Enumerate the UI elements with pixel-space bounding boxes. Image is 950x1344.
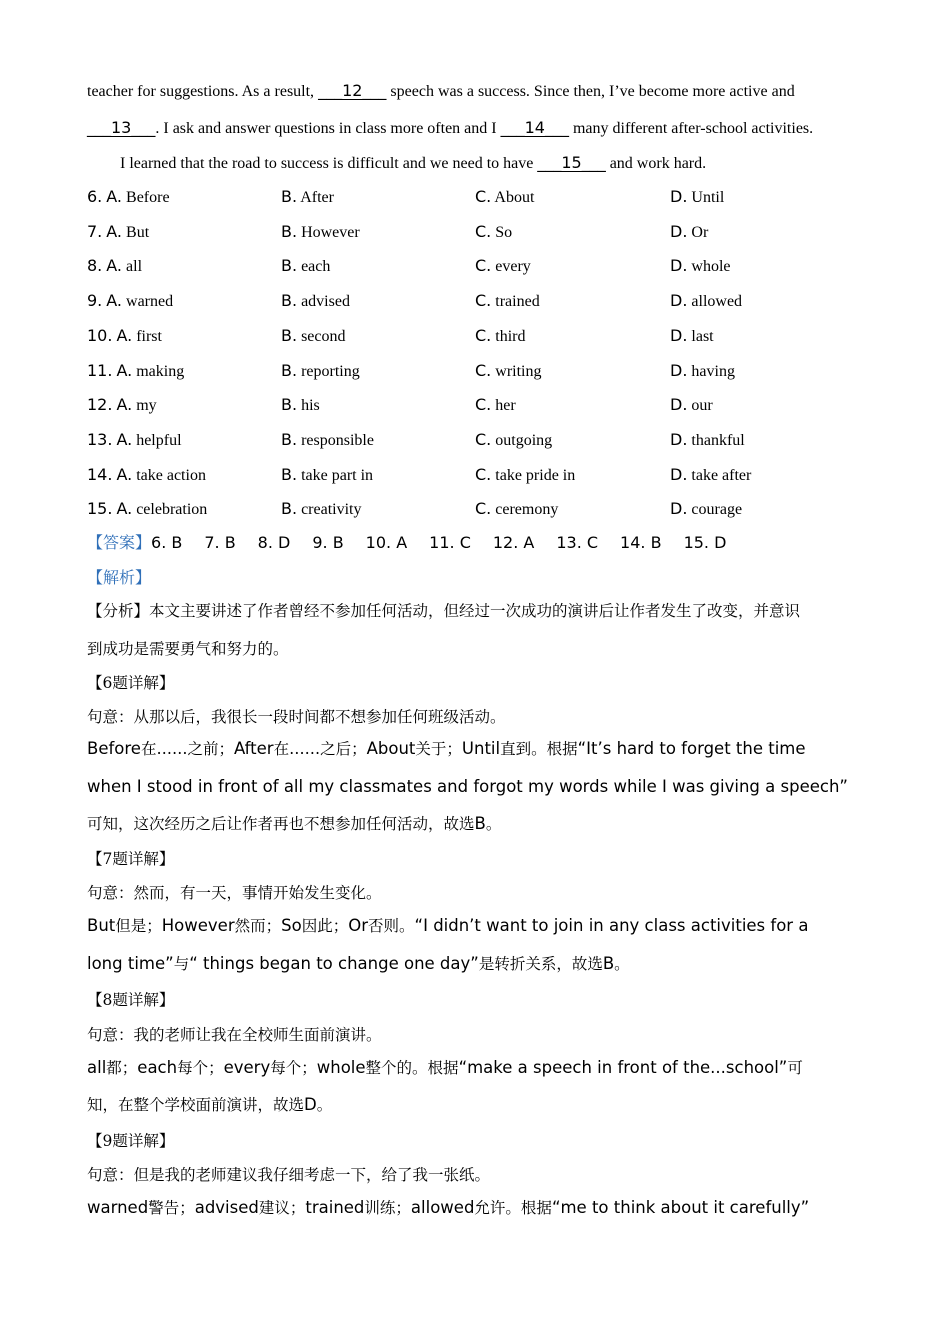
detail-en: whole [316, 1058, 366, 1077]
detail-en: After [233, 739, 274, 758]
detail-zh: 警告； [148, 1199, 195, 1217]
option-text: first [136, 327, 162, 345]
option-letter: D. [670, 395, 688, 415]
option-1 [87, 255, 142, 278]
option-3 [475, 255, 531, 278]
option-letter: C. [475, 187, 492, 206]
option-4 [670, 394, 713, 417]
question-row [87, 290, 867, 312]
option-letter: A. [106, 187, 123, 206]
passage-text: many different after-school activities. [568, 120, 814, 137]
option-text: making [136, 362, 185, 380]
q8-explanation-1 [87, 1057, 803, 1079]
question-number: 14. [87, 464, 113, 484]
answer-item: 7. B [204, 533, 236, 552]
option-letter: D. [670, 360, 688, 380]
option-text: second [301, 327, 346, 345]
option-2 [281, 394, 320, 417]
option-text: take action [136, 466, 206, 484]
q8-meaning [87, 1024, 382, 1046]
analysis-tag-line [87, 567, 151, 590]
detail-en: B [602, 954, 615, 973]
passage-text: and work hard. [605, 155, 707, 172]
option-text: Before [126, 189, 170, 206]
option-4 [670, 325, 714, 348]
blank-15: ___15___ [537, 153, 606, 172]
option-1 [87, 498, 207, 521]
option-4 [670, 429, 745, 452]
option-text: take pride in [495, 466, 576, 484]
blank-13: ___13___ [87, 118, 156, 137]
option-letter: B. [281, 187, 298, 206]
answer-item: 8. D [257, 533, 291, 552]
option-text: creativity [301, 501, 362, 519]
answer-item: 13. C [556, 533, 599, 552]
detail-en: “I didn’t want to join in any class activities for a [414, 916, 809, 935]
passage-line-3 [120, 152, 706, 175]
q7-meaning [87, 882, 382, 904]
option-text: About [494, 189, 535, 206]
answer-item: 12. A [492, 533, 535, 552]
detail-title: 【7题详解】 [87, 850, 175, 868]
question-row [87, 325, 867, 347]
question-number: 9. [87, 291, 103, 311]
detail-zh: 直到。根据 [500, 740, 578, 758]
option-letter: C. [475, 464, 492, 484]
blank-14: ___14___ [500, 118, 569, 137]
option-letter: A. [116, 499, 133, 519]
option-text: reporting [301, 362, 360, 380]
q9-meaning [87, 1164, 490, 1186]
q6-explanation-2 [87, 776, 848, 798]
option-1 [87, 290, 173, 313]
option-letter: B. [281, 360, 298, 380]
detail-en: all [87, 1058, 107, 1077]
option-letter: D. [670, 221, 688, 241]
detail-en: “me to think about it carefully” [551, 1198, 810, 1217]
option-letter: D. [670, 499, 688, 519]
option-1 [87, 360, 184, 383]
answer-item: 10. A [365, 533, 408, 552]
option-2 [281, 464, 373, 487]
q6-title [87, 672, 174, 694]
detail-zh: 关于； [415, 740, 462, 758]
detail-zh: 可知，这次经历之后让作者再也不想参加任何活动，故选 [87, 815, 475, 833]
answer-item: 14. B [620, 533, 662, 552]
analysis-tag: 【解析】 [87, 568, 152, 587]
blank-12: ___12___ [318, 81, 387, 100]
detail-zh: 都； [106, 1059, 138, 1077]
option-4 [670, 221, 708, 244]
option-text: our [691, 397, 713, 415]
option-4 [670, 464, 751, 487]
option-text: each [301, 258, 331, 276]
option-text: warned [126, 293, 174, 311]
question-number: 11. [87, 360, 113, 380]
detail-en: long time” [87, 954, 174, 973]
option-letter: D. [670, 464, 688, 484]
option-letter: B. [281, 291, 298, 311]
option-text: allowed [691, 293, 743, 311]
question-row [87, 186, 867, 208]
option-letter: D. [670, 256, 688, 276]
passage-text: . I ask and answer questions in class more often and I [155, 120, 501, 137]
option-2 [281, 221, 360, 244]
option-text: my [136, 397, 157, 415]
passage-line-2 [87, 117, 813, 140]
detail-en: “It’s hard to forget the time [577, 739, 806, 758]
question-row [87, 255, 867, 277]
passage-text: I learned that the road to success is difficult and we need to have [120, 155, 538, 172]
answer-item: 15. D [683, 533, 727, 552]
option-text: outgoing [495, 431, 553, 449]
option-letter: C. [475, 395, 492, 415]
detail-zh: 整个的。根据 [365, 1059, 459, 1077]
option-letter: B. [281, 221, 298, 241]
detail-zh: 在……之后； [273, 740, 367, 758]
detail-en: warned [87, 1198, 149, 1217]
option-1 [87, 325, 162, 348]
detail-zh: 建议； [258, 1199, 306, 1217]
option-letter: C. [475, 325, 492, 345]
option-2 [281, 360, 360, 383]
detail-zh: 允许。根据 [474, 1199, 552, 1217]
option-4 [670, 498, 742, 521]
detail-zh: 可 [787, 1059, 803, 1077]
option-letter: A. [116, 464, 133, 484]
detail-en: But [87, 916, 116, 935]
option-letter: D. [670, 291, 688, 311]
option-3 [475, 360, 541, 383]
option-text: take part in [301, 466, 374, 484]
detail-meaning: 句意：但是我的老师建议我仔细考虑一下，给了我一张纸。 [87, 1166, 491, 1184]
question-number: 7. [87, 221, 103, 241]
option-letter: B. [281, 499, 298, 519]
question-row [87, 394, 867, 416]
detail-zh: 是转折关系，故选 [478, 955, 603, 973]
question-number: 6. [87, 187, 103, 206]
answer-tag: 【答案】 [87, 533, 152, 552]
option-letter: A. [116, 395, 133, 415]
option-2 [281, 429, 374, 452]
option-letter: D. [670, 325, 688, 345]
answer-line [87, 532, 748, 555]
option-4 [670, 290, 742, 313]
question-number: 13. [87, 429, 113, 449]
detail-en: each [137, 1058, 178, 1077]
option-2 [281, 498, 361, 521]
q9-explanation-1 [87, 1197, 809, 1219]
detail-en: D [304, 1095, 317, 1114]
passage-line-1 [87, 80, 795, 103]
option-letter: A. [106, 291, 123, 311]
detail-en: allowed [410, 1198, 475, 1217]
detail-zh: 在……之前； [140, 740, 234, 758]
option-text: all [126, 258, 143, 276]
option-letter: B. [281, 429, 298, 449]
option-letter: A. [116, 429, 133, 449]
detail-en: every [223, 1058, 271, 1077]
answer-item: 6. B [151, 533, 183, 552]
option-text: thankful [691, 431, 745, 449]
option-text: her [495, 397, 516, 415]
option-3 [475, 498, 558, 521]
option-2 [281, 325, 346, 348]
detail-en: B [474, 814, 486, 833]
option-text: Until [691, 189, 725, 206]
detail-zh: 但是； [115, 917, 162, 935]
option-4 [670, 255, 731, 278]
question-number: 8. [87, 256, 103, 276]
detail-en: Until [461, 739, 501, 758]
option-letter: B. [281, 464, 298, 484]
detail-en: “ things began to change one day” [189, 954, 479, 973]
question-row [87, 360, 867, 382]
option-letter: C. [475, 291, 492, 311]
option-letter: B. [281, 256, 298, 276]
detail-title: 【6题详解】 [87, 674, 175, 692]
detail-zh: 每个； [177, 1059, 224, 1077]
detail-meaning: 句意：我的老师让我在全校师生面前演讲。 [87, 1026, 382, 1044]
option-letter: B. [281, 395, 298, 415]
option-1 [87, 429, 182, 452]
summary-text: 【分析】本文主要讲述了作者曾经不参加任何活动，但经过一次成功的演讲后让作者发生了改变，并意识 [87, 602, 801, 620]
option-text: writing [495, 362, 542, 380]
question-row [87, 464, 867, 486]
option-3 [475, 221, 512, 244]
option-1 [87, 394, 157, 417]
option-3 [475, 429, 552, 452]
passage-text: teacher for suggestions. As a result, [87, 83, 319, 100]
q9-title [87, 1130, 174, 1152]
option-letter: D. [670, 187, 688, 206]
option-2 [281, 290, 350, 313]
option-text: So [495, 223, 513, 241]
option-letter: A. [116, 325, 133, 345]
q7-title [87, 848, 174, 870]
option-text: take after [691, 466, 752, 484]
detail-zh: 与 [173, 955, 190, 973]
option-4 [670, 360, 735, 383]
detail-zh: 知，在整个学校面前演讲，故选 [87, 1096, 305, 1114]
option-text: courage [691, 501, 743, 519]
option-letter: C. [475, 429, 492, 449]
option-text: every [495, 258, 531, 276]
option-text: third [495, 327, 526, 345]
detail-zh: 因此； [301, 917, 349, 935]
option-2 [281, 255, 330, 278]
q6-meaning [87, 706, 506, 728]
option-letter: B. [281, 325, 298, 345]
detail-en: “make a speech in front of the...school” [458, 1058, 788, 1077]
detail-zh: 每个； [270, 1059, 317, 1077]
passage-text: speech was a success. Since then, I’ve become more active and [386, 83, 795, 100]
option-3 [475, 325, 525, 348]
q6-explanation-3 [87, 813, 501, 835]
option-3 [475, 394, 516, 417]
option-letter: C. [475, 499, 492, 519]
option-text: trained [495, 293, 540, 311]
option-3 [475, 464, 575, 487]
question-row [87, 498, 867, 520]
detail-zh: 。 [316, 1096, 333, 1114]
answer-item: 9. B [312, 533, 344, 552]
answer-items [151, 535, 748, 552]
question-number: 12. [87, 395, 113, 415]
q6-explanation-1 [87, 738, 806, 760]
detail-en: So [281, 916, 302, 935]
option-text: However [301, 223, 360, 241]
detail-en: trained [305, 1198, 365, 1217]
option-text: But [126, 223, 150, 241]
option-4 [670, 186, 724, 209]
detail-zh: 否则。 [368, 917, 415, 935]
option-text: responsible [301, 431, 374, 449]
summary-line-2 [87, 638, 289, 660]
detail-zh: 。 [614, 955, 630, 973]
q8-title [87, 989, 174, 1011]
option-3 [475, 290, 540, 313]
option-text: whole [691, 258, 731, 276]
question-number: 15. [87, 499, 113, 519]
detail-en: when I stood in front of all my classmates and forgot my words while I was giving a speech” [87, 777, 848, 796]
option-letter: C. [475, 256, 492, 276]
option-text: having [691, 362, 735, 380]
question-number: 10. [87, 325, 113, 345]
option-3 [475, 186, 534, 209]
summary-line-1 [87, 600, 800, 622]
option-text: Or [691, 223, 709, 241]
detail-meaning: 句意：从那以后，我很长一段时间都不想参加任何班级活动。 [87, 708, 506, 726]
option-letter: A. [106, 221, 123, 241]
detail-en: Before [87, 739, 141, 758]
option-letter: A. [106, 256, 123, 276]
detail-title: 【8题详解】 [87, 991, 175, 1009]
option-text: helpful [136, 431, 182, 449]
option-text: ceremony [495, 501, 559, 519]
detail-en: Or [348, 916, 369, 935]
q7-explanation-1 [87, 915, 808, 937]
option-letter: A. [116, 360, 133, 380]
q8-explanation-2 [87, 1094, 332, 1116]
detail-en: About [366, 739, 416, 758]
detail-zh: 然而； [234, 917, 282, 935]
option-2 [281, 186, 334, 209]
option-letter: D. [670, 429, 688, 449]
answer-item: 11. C [429, 533, 471, 552]
summary-text: 到成功是需要勇气和努力的。 [87, 640, 289, 658]
option-text: advised [301, 293, 350, 311]
option-letter: C. [475, 221, 492, 241]
option-letter: C. [475, 360, 492, 380]
detail-meaning: 句意：然而，有一天，事情开始发生变化。 [87, 884, 382, 902]
option-1 [87, 186, 170, 209]
detail-en: However [161, 916, 235, 935]
option-text: celebration [136, 501, 208, 519]
option-1 [87, 464, 206, 487]
option-text: last [691, 327, 714, 345]
detail-zh: 。 [485, 815, 502, 833]
detail-title: 【9题详解】 [87, 1132, 175, 1150]
question-row [87, 221, 867, 243]
detail-en: advised [194, 1198, 259, 1217]
option-1 [87, 221, 149, 244]
option-text: After [300, 189, 334, 206]
detail-zh: 训练； [364, 1199, 411, 1217]
option-text: his [301, 397, 320, 415]
question-row [87, 429, 867, 451]
q7-explanation-2 [87, 953, 630, 975]
